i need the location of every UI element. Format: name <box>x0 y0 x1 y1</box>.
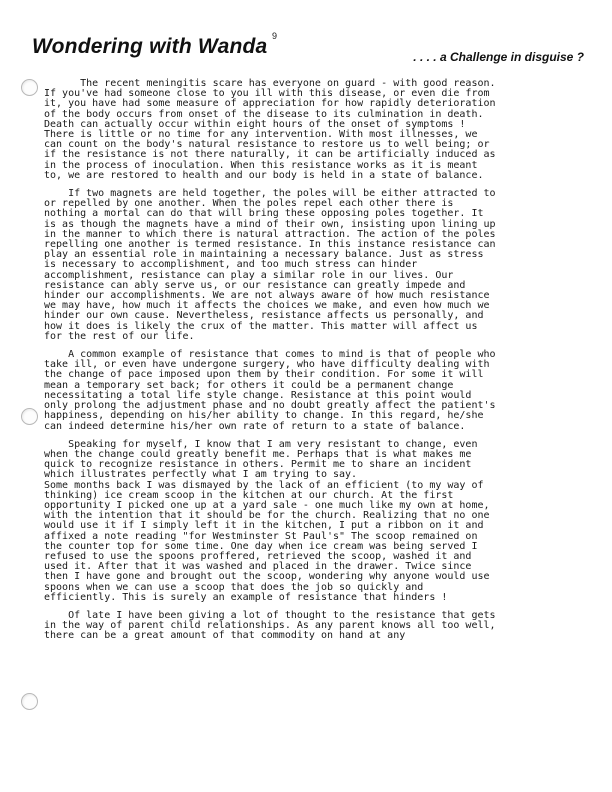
paragraph <box>44 189 590 342</box>
text-line: if the resistance is not there naturally, it can be artificially induced as <box>44 149 496 161</box>
paragraph <box>44 79 590 181</box>
column-title: Wondering with Wanda <box>32 35 268 58</box>
text-line: how it does is likely the crux of the matter. This matter will affect us <box>44 320 478 332</box>
text-line: quick to recognize resistance in others. Permit me to share an incident <box>44 459 472 471</box>
text-line: the counter top for some time. One day when ice cream was being served I <box>44 540 478 552</box>
text-line: thinking) ice cream scoop in the kitchen at our church. At the first <box>44 489 454 501</box>
text-line: can indeed determine his/her own rate of return to a state of balance. <box>44 420 466 432</box>
text-line: it, you have had some measure of appreciation for how rapidly deterioration <box>44 98 496 110</box>
text-line: of the body occurs from onset of the disease to its culmination in death. <box>44 108 484 120</box>
text-line: refused to use the spoons proffered, retrieved the scoop, washed it and <box>44 550 472 562</box>
text-line: A common example of resistance that comes to mind is that of people who <box>44 349 496 361</box>
text-line: would use it if I simply left it in the kitchen, I put a ribbon on it and <box>44 520 484 532</box>
text-line: then I have gone and brought out the scoop, wondering why anyone would use <box>44 571 490 583</box>
text-line: used it. After that it was washed and placed in the drawer. Twice since <box>44 561 472 573</box>
text-line: Some months back I was dismayed by the lack of an efficient (to my way of <box>44 479 484 491</box>
text-line: resistance can ably serve us, or our resistance can greatly impede and <box>44 279 466 291</box>
text-line: opportunity I picked one up at a yard sale - one much like my own at home, <box>44 499 490 511</box>
text-line: mean a temporary set back; for others it could be a permanent change <box>44 379 454 391</box>
text-line: for the rest of our life. <box>44 330 195 342</box>
text-line: If two magnets are held together, the poles will be either attracted to <box>44 188 496 200</box>
article-body <box>44 79 590 650</box>
text-line: nothing a mortal can do that will bring these opposing poles together. It <box>44 208 484 220</box>
paragraph <box>44 350 590 432</box>
text-line: in the process of inoculation. When this resistance works as it is meant <box>44 159 478 171</box>
text-line: repelling one another is termed resistance. In this instance resistance can <box>44 239 496 251</box>
text-line: we may have, how much it affects the choices we make, and even how much we <box>44 300 490 312</box>
text-line: play an essential role in maintaining a necessary balance. Just as stress <box>44 249 484 261</box>
text-line: Death can actually occur within eight hours of the onset of symptoms ! <box>44 118 466 130</box>
text-line: There is little or no time for any intervention. With most illnesses, we <box>44 129 478 141</box>
binder-hole-icon <box>21 408 38 425</box>
text-line: efficiently. This is surely an example of resistance that hinders ! <box>44 591 448 603</box>
text-line: can count on the body's natural resistance to restore us to well being; or <box>44 139 490 151</box>
text-line: in the manner to which there is natural attraction. The action of the poles <box>44 228 496 240</box>
page-number: 9 <box>272 31 278 41</box>
text-line: If you've had someone close to you ill with this disease, or even die from <box>44 88 490 100</box>
text-line: take ill, or even have undergone surgery, who have difficulty dealing with <box>44 359 490 371</box>
text-line: with the intention that it should be for the church. Realizing that no one <box>44 510 490 522</box>
text-line: the change of pace imposed upon them by their condition. For some it will <box>44 369 484 381</box>
text-line: which illustrates perfectly what I am trying to say. <box>44 469 358 481</box>
text-line: hinder our own cause. Nevertheless, resistance affects us personally, and <box>44 310 484 322</box>
binder-hole-icon <box>21 79 38 96</box>
paragraph <box>44 611 590 642</box>
text-line: Speaking for myself, I know that I am very resistant to change, even <box>44 438 478 450</box>
text-line: necessitating a total life style change. Resistance at this point would <box>44 389 472 401</box>
text-line: happiness, depending on his/her ability to change. In this regard, he/she <box>44 410 484 422</box>
text-line: affixed a note reading "for Westminster St Paul's" The scoop remained on <box>44 530 478 542</box>
paragraph <box>44 440 590 603</box>
column-subtitle: . . . . a Challenge in disguise ? <box>413 50 584 64</box>
binder-hole-icon <box>21 693 38 710</box>
text-line: there can be a great amount of that commodity on hand at any <box>44 630 406 642</box>
text-line: is necessary to accomplishment, and too much stress can hinder <box>44 259 418 271</box>
text-line: or repelled by one another. When the poles repel each other there is <box>44 198 454 210</box>
text-line: in the way of parent child relationships. As any parent knows all too well, <box>44 620 496 632</box>
text-line: Of late I have been giving a lot of thought to the resistance that gets <box>44 609 496 621</box>
text-line: accomplishment, resistance can play a similar role in our lives. Our <box>44 269 454 281</box>
text-line: when the change could greatly benefit me. Perhaps that is what makes me <box>44 448 472 460</box>
text-line: spoons when we can use a scoop that does the job so quickly and <box>44 581 424 593</box>
text-line: only prolong the adjustment phase and no doubt greatly affect the patient's <box>44 400 496 412</box>
text-line: The recent meningitis scare has everyone on guard - with good reason. <box>44 78 496 89</box>
text-line: to, we are restored to health and our body is held in a state of balance. <box>44 169 484 181</box>
text-line: is as though the magnets have a mind of their own, insisting upon lining up <box>44 218 496 230</box>
text-line: hinder our accomplishments. We are not always aware of how much resistance <box>44 290 490 302</box>
